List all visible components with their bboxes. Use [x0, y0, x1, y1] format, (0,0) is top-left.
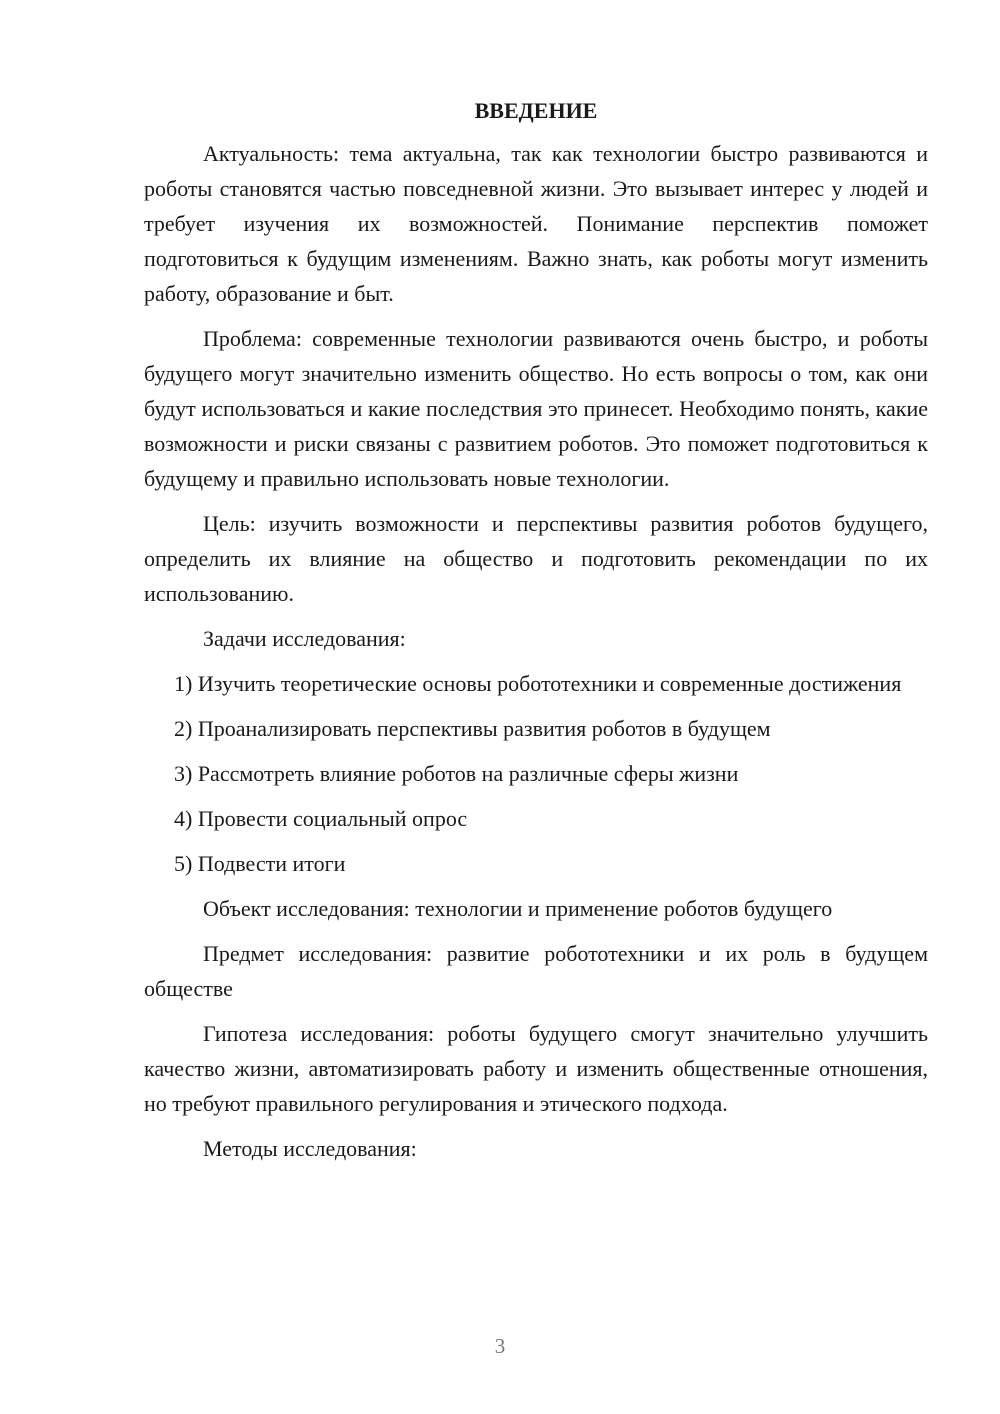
- paragraph-subject: Предмет исследования: развитие робототехники и их роль в будущем обществе: [144, 941, 928, 1001]
- task-item: 4) Провести социальный опрос: [174, 806, 468, 831]
- task-item: 1) Изучить теоретические основы робототехники и современные достижения: [174, 671, 902, 696]
- task-item: 5) Подвести итоги: [174, 851, 346, 876]
- task-item: 3) Рассмотреть влияние роботов на различные сферы жизни: [174, 761, 739, 786]
- methods-heading: Методы исследования:: [203, 1136, 417, 1161]
- paragraph-goal: Цель: изучить возможности и перспективы развития роботов будущего, определить их влияние на общество и подготовить рекомендации по их использованию.: [144, 511, 928, 606]
- page-number: 3: [494, 1334, 506, 1358]
- paragraph-problem: Проблема: современные технологии развиваются очень быстро, и роботы будущего могут значительно изменить общество. Но есть вопросы о том, как они будут использоваться и какие последствия это принесет. Необходимо понять, какие возможности и риски связаны с развитием роботов. Это поможет подготовиться к будущему и правильно использовать новые технологии.: [144, 326, 928, 491]
- paragraph-object: Объект исследования: технологии и применение роботов будущего: [203, 896, 833, 921]
- page-title: ВВЕДЕНИЕ: [474, 98, 598, 123]
- task-item: 2) Проанализировать перспективы развития роботов в будущем: [174, 716, 771, 741]
- tasks-heading: Задачи исследования:: [203, 626, 406, 651]
- paragraph-hypothesis: Гипотеза исследования: роботы будущего смогут значительно улучшить качество жизни, автоматизировать работу и изменить общественные отношения, но требуют правильного регулирования и этического подхода.: [144, 1021, 928, 1116]
- paragraph-relevance: Актуальность: тема актуальна, так как технологии быстро развиваются и роботы становятся частью повседневной жизни. Это вызывает интерес у людей и требует изучения их возможностей. Понимание перспектив поможет подготовиться к будущим изменениям. Важно знать, как роботы могут изменить работу, образование и быт.: [144, 141, 928, 306]
